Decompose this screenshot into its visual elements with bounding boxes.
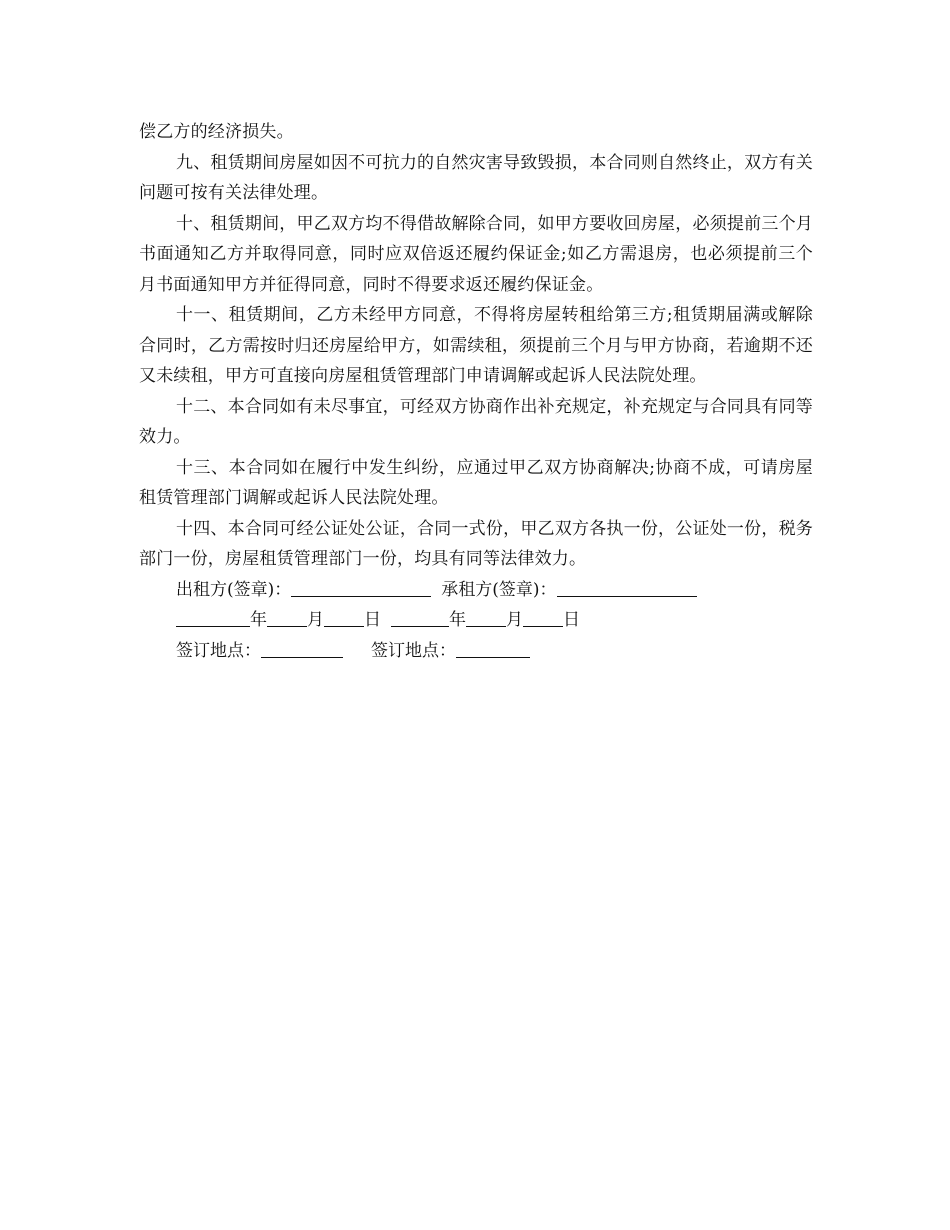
signature-block: [139, 575, 813, 667]
lessee-year-label: 年: [449, 610, 466, 630]
signature-row: [139, 575, 813, 606]
lessee-month-blank: [466, 610, 506, 627]
lessor-day-blank: [324, 610, 364, 627]
clause-12: 十二、本合同如有未尽事宜，可经双方协商作出补充规定，补充规定与合同具有同等效力。: [139, 396, 813, 447]
lessee-day-label: 日: [563, 610, 580, 630]
lessee-month-label: 月: [506, 610, 523, 630]
clause-9: 九、租赁期间房屋如因不可抗力的自然灾害导致毁损，本合同则自然终止，双方有关问题可按有关法律处理。: [139, 152, 813, 203]
lessor-month-label: 月: [307, 610, 324, 630]
clause-10: 十、租赁期间，甲乙双方均不得借故解除合同，如甲方要收回房屋，必须提前三个月书面通知乙方并取得同意，同时应双倍返还履约保证金;如乙方需退房，也必须提前三个月书面通知甲方并征得同意，同时不得要求返还履约保证金。: [139, 213, 813, 295]
clause-13: 十三、本合同如在履行中发生纠纷，应通过甲乙双方协商解决;协商不成，可请房屋租赁管理部门调解或起诉人民法院处理。: [139, 457, 813, 508]
lessee-year-blank: [391, 610, 449, 627]
lessee-day-blank: [523, 610, 563, 627]
paragraph-continuation: 偿乙方的经济损失。: [139, 122, 294, 142]
lessee-signature-blank: [557, 580, 697, 597]
clause-14: 十四、本合同可经公证处公证，合同一式份，甲乙双方各执一份，公证处一份，税务部门一份，房屋租赁管理部门一份，均具有同等法律效力。: [139, 518, 813, 569]
lessor-place-label: 签订地点：: [176, 640, 261, 661]
lessor-signature-label: 出租方(签章)：: [176, 579, 292, 600]
lessee-signature-label: 承租方(签章)：: [441, 579, 557, 600]
lessor-day-label: 日: [364, 610, 381, 630]
lessor-year-blank: [176, 610, 250, 627]
date-row: [139, 605, 813, 636]
contract-body: [139, 117, 813, 666]
lessor-place-blank: [261, 641, 343, 658]
lessor-year-label: 年: [250, 610, 267, 630]
lessor-month-blank: [267, 610, 307, 627]
clause-11: 十一、租赁期间，乙方未经甲方同意，不得将房屋转租给第三方;租赁期届满或解除合同时，乙方需按时归还房屋给甲方，如需续租，须提前三个月与甲方协商，若逾期不还又未续租，甲方可直接向房屋租赁管理部门申请调解或起诉人民法院处理。: [139, 305, 813, 386]
place-row: [139, 636, 813, 667]
lessor-signature-blank: [291, 580, 431, 597]
lessee-place-blank: [456, 641, 530, 658]
lessee-place-label: 签订地点：: [371, 640, 456, 661]
